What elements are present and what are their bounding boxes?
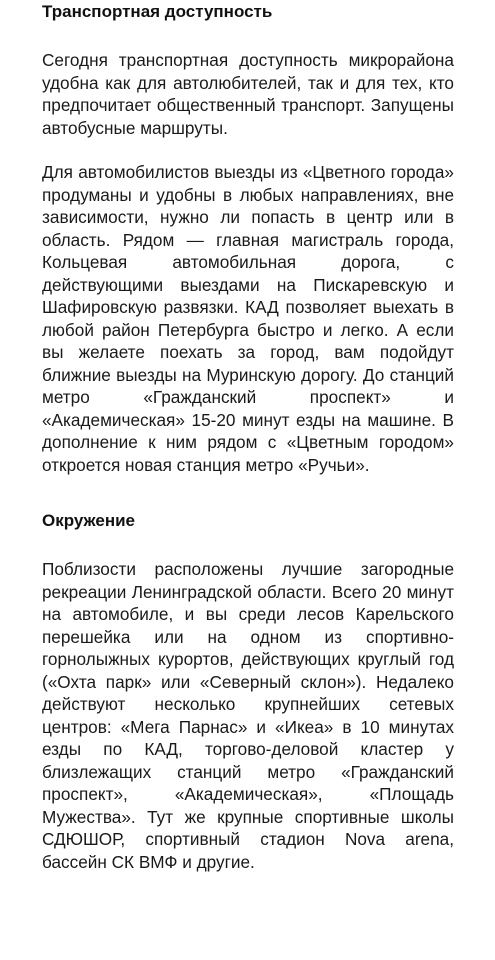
section-heading-transport: Транспортная доступность [42, 2, 273, 21]
transport-section [42, 0, 454, 476]
section-heading-environment: Окружение [42, 511, 136, 530]
environment-section [42, 510, 454, 873]
paragraph-transport-intro: Сегодня транспортная доступность микрорайона удобна как для автолюбителей, так и для тех, кто предпочитает общественный транспорт. Запущены автобусные маршруты. [42, 50, 454, 138]
paragraph-environment: Поблизости расположены лучшие загородные рекреации Ленинградской области. Всего 20 минут на автомобиле, и вы среди лесов Карельского перешейка или на одном из спортивно-горнолыжных курортов, действующих круглый год («Охта парк» или «Северный склон»). Недалеко действуют несколько крупнейших сетевых центров: «Мега Парнас» и «Икеа» в 10 минутах езды по КАД, торгово-деловой кластер у близлежащих станций метро «Гражданский проспект», «Академическая», «Площадь Мужества». Тут же крупные спортивные школы СДЮШОР, спортивный стадион Nova arena, бассейн СК ВМФ и другие. [42, 559, 454, 872]
paragraph-transport-drivers: Для автомобилистов выезды из «Цветного города» продуманы и удобны в любых направлениях, вне зависимости, нужно ли попасть в центр или в область. Рядом — главная магистраль города, Кольцевая автомобильная дорога, с действующими выездами на Пискаревскую и Шафировскую развязки. КАД позволяет выехать в любой район Петербурга быстро и легко. А если вы желаете поехать за город, вам подойдут ближние выезды на Муринскую дорогу. До станций метро «Гражданский проспект» и «Академическая» 15-20 минут езды на машине. В дополнение к ним рядом с «Цветным городом» откроется новая станция метро «Ручьи». [42, 162, 454, 475]
